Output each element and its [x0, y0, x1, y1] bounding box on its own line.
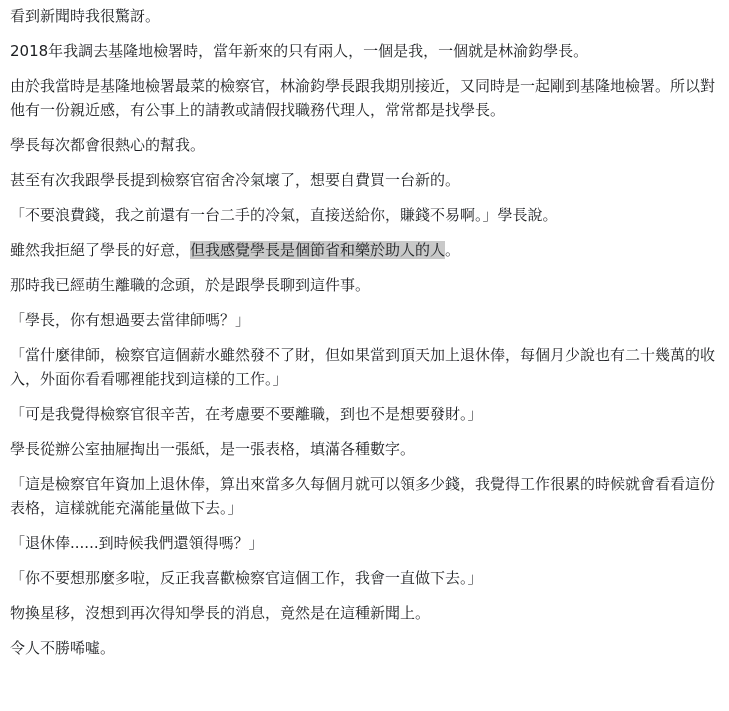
paragraph: 看到新聞時我很驚訝。	[10, 7, 161, 25]
paragraph: 學長從辦公室抽屜掏出一張紙，是一張表格，填滿各種數字。	[10, 440, 416, 458]
paragraph: 「當什麼律師，檢察官這個薪水雖然發不了財，但如果當到頂天加上退休俸，每個月少說也有二十幾萬的收入，外面你看看哪裡能找到這樣的工作。」	[10, 346, 716, 388]
paragraph-with-highlight	[10, 238, 715, 262]
paragraph: 由於我當時是基隆地檢署最菜的檢察官，林渝鈞學長跟我期別接近，又同時是一起剛到基隆地檢署。所以對他有一份親近感，有公事上的請教或請假找職務代理人，常常都是找學長。	[10, 77, 716, 119]
paragraph: 「可是我覺得檢察官很辛苦，在考慮要不要離職，到也不是想要發財。」	[10, 405, 483, 423]
paragraph: 2018年我調去基隆地檢署時，當年新來的只有兩人，一個是我，一個就是林渝鈞學長。	[10, 42, 589, 60]
text: 雖然我拒絕了學長的好意，	[10, 241, 191, 259]
highlighted-text-selection[interactable]: 但我感覺學長是個節省和樂於助人的人	[190, 241, 446, 259]
paragraph: 學長每次都會很熱心的幫我。	[10, 136, 206, 154]
paragraph: 令人不勝唏噓。	[10, 639, 116, 657]
paragraph: 「不要浪費錢，我之前還有一台二手的冷氣，直接送給你，賺錢不易啊。」學長說。	[10, 206, 558, 224]
paragraph: 「這是檢察官年資加上退休俸，算出來當多久每個月就可以領多少錢，我覺得工作很累的時候就會看看這份表格，這樣就能充滿能量做下去。」	[10, 475, 716, 517]
text: 。	[445, 241, 461, 259]
paragraph: 物換星移，沒想到再次得知學長的消息，竟然是在這種新聞上。	[10, 604, 431, 622]
paragraph: 「退休俸......到時候我們還領得嗎？」	[10, 534, 264, 552]
paragraph: 「你不要想那麼多啦，反正我喜歡檢察官這個工作，我會一直做下去。」	[10, 569, 483, 587]
paragraph: 甚至有次我跟學長提到檢察官宿舍冷氣壞了，想要自費買一台新的。	[10, 171, 461, 189]
paragraph: 「學長，你有想過要去當律師嗎？」	[10, 311, 251, 329]
paragraph: 那時我已經萌生離職的念頭，於是跟學長聊到這件事。	[10, 276, 371, 294]
